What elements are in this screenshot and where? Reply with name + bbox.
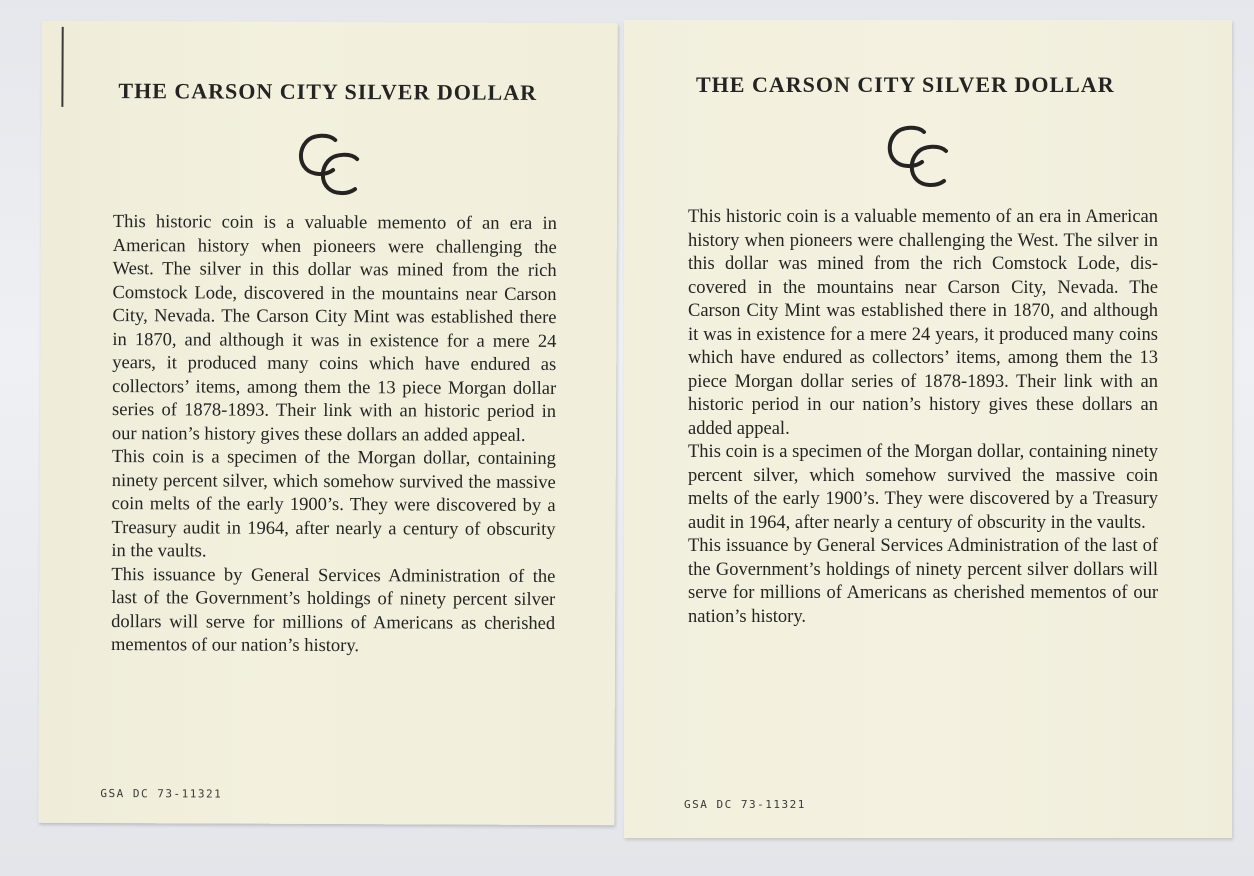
- body-paragraph-issuance: This issuance by General Services Administration of the last of the Government’s holdings of ninety percent silver dollars will serve for millions of Americans as cherished mementos of our nation’s history.: [110, 564, 556, 657]
- card-footer-code: GSA DC 73-11321: [100, 787, 223, 801]
- body-paragraph-issuance: This issuance by General Services Administration of the last of the Government’s holdings of ninety percent silver dollars will serve for millions of Americans as cherished mementos of our nation’s history.: [688, 536, 1158, 627]
- cc-mint-mark-icon: [297, 132, 361, 196]
- card-title: THE CARSON CITY SILVER DOLLAR: [696, 72, 1115, 97]
- card-body: [688, 206, 1158, 629]
- card-title: THE CARSON CITY SILVER DOLLAR: [118, 78, 538, 105]
- body-paragraph-specimen: This coin is a specimen of the Morgan dollar, containing ninety percent silver, which somehow survived the massive coin melts of the early 1900’s. They were discovered by a Treasury audit in 1964, after nearly a century of obscurity in the vaults.: [688, 442, 1158, 533]
- body-paragraph-history: This historic coin is a valuable memento of an era in American history when pioneers were challenging the West. The silver in this dollar was mined from the rich Comstock Lode, discovered in the mountains near Carson City, Nevada. The Carson City Mint was established there in 1870, and although it was in existence for a mere 24 years, it produced many coins which have endured as collectors’ items, among them the 13 piece Morgan dollar series of 1878-1893. Their link with an historic period in our nation’s history gives these dollars an added appeal.: [688, 207, 1158, 439]
- certificate-card-right: [624, 20, 1232, 838]
- body-paragraph-history: This historic coin is a valuable memento of an era in American history when pioneers were challenging the West. The silver in this dollar was mined from the rich Comstock Lode, discovered in the mountains near Carson City, Nevada. The Carson City Mint was established there in 1870, and although it was in existence for a mere 24 years, it produced many coins which have endured as collectors’ items, among them the 13 piece Morgan dollar series of 1878-1893. Their link with an historic period in our nation’s history gives these dollars an added appeal.: [111, 212, 557, 446]
- cc-mint-mark-icon: [886, 124, 950, 188]
- card-body: [111, 211, 557, 659]
- certificate-card-left: [38, 21, 617, 826]
- body-paragraph-specimen: This coin is a specimen of the Morgan dollar, containing ninety percent silver, which somehow survived the massive coin melts of the early 1900’s. They were discovered by a Treasury audit in 1964, after nearly a century of obscurity in the vaults.: [111, 447, 556, 562]
- card-footer-code: GSA DC 73-11321: [684, 798, 806, 811]
